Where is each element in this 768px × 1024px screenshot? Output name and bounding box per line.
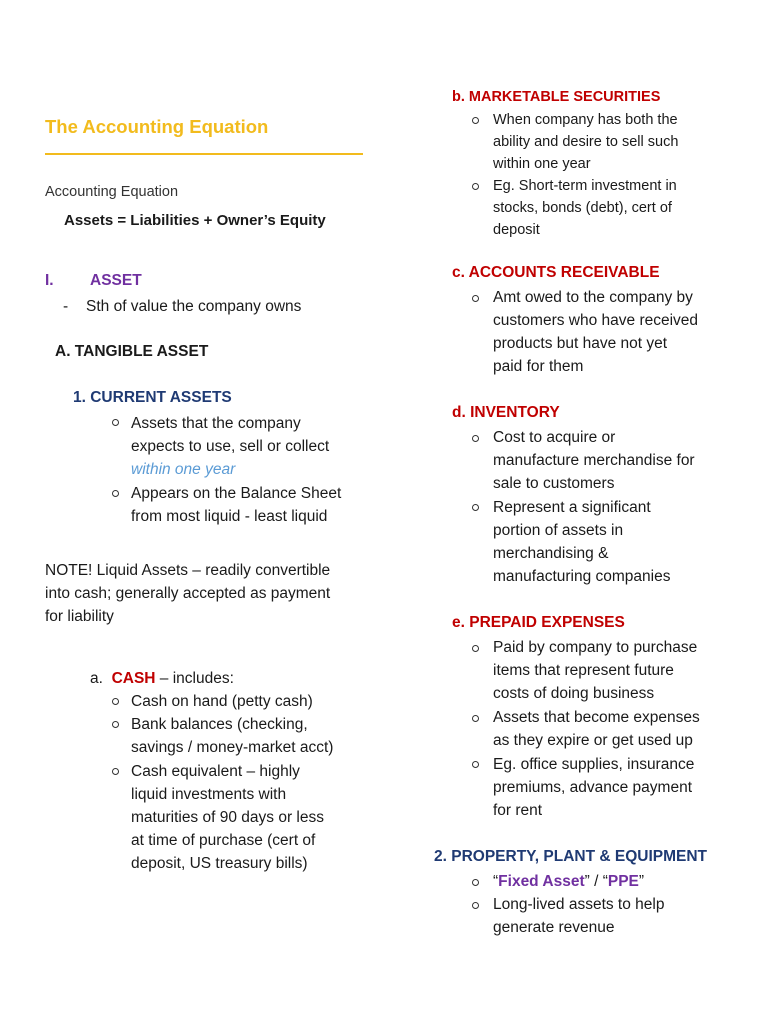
bullet-circle-icon [472,183,479,190]
section-numeral: I. [45,272,54,289]
bullet-circle-icon [112,698,119,705]
equation: Assets = Liabilities + Owner’s Equity [64,212,326,229]
prepaid-bullet-2: Assets that become expenses as they expire or get used up [493,709,700,749]
within-one-year-emphasis: within one year [131,461,236,478]
prepaid-bullet-3: Eg. office supplies, insurance premiums, advance payment for rent [493,756,695,819]
bullet-circle-icon [112,490,119,497]
marketable-bullet-1: When company has both the ability and desire to sell such within one year [493,112,679,172]
bullet-circle-icon [472,504,479,511]
cash-bullet-1: Cash on hand (petty cash) [131,693,313,710]
cash-bullet-3: Cash equivalent – highly liquid investments with maturities of 90 days or less at time of purchase (cert of deposit, US treasury bills) [131,763,324,872]
marketable-securities-heading: b. MARKETABLE SECURITIES [452,89,661,105]
tangible-asset-heading: A. TANGIBLE ASSET [55,343,209,360]
asset-definition: Sth of value the company owns [86,298,302,315]
page-title: The Accounting Equation [45,116,269,137]
current-assets-bullet-1: Assets that the company expects to use, sell or collect within one year [131,412,329,481]
bullet-circle-icon [112,721,119,728]
bullet-circle-icon [472,295,479,302]
bullet-circle-icon [112,768,119,775]
equation-label: Accounting Equation [45,184,179,200]
bullet-circle-icon [472,902,479,909]
fixed-asset-term: Fixed Asset [498,873,585,890]
ppe-bullet-1: “Fixed Asset” / “PPE” [493,873,645,890]
receivable-bullet-1: Amt owed to the company by customers who have received products but have not yet paid for them [493,289,699,375]
ppe-term: PPE [607,873,639,890]
cash-bullet-2: Bank balances (checking, savings / money-market acct) [131,716,334,756]
inventory-bullet-1: Cost to acquire or manufacture merchandise for sale to customers [493,429,695,492]
bullet-circle-icon [472,879,479,886]
bullet-circle-icon [472,761,479,768]
bullet-circle-icon [472,645,479,652]
title-underline [45,153,363,155]
accounts-receivable-heading: c. ACCOUNTS RECEIVABLE [452,264,660,281]
bullet-circle-icon [472,117,479,124]
bullet-circle-icon [112,419,119,426]
prepaid-expenses-heading: e. PREPAID EXPENSES [452,614,625,631]
section-heading-asset: ASSET [90,272,142,289]
marketable-bullet-2: Eg. Short-term investment in stocks, bonds (debt), cert of deposit [493,178,677,238]
inventory-heading: d. INVENTORY [452,404,560,421]
current-assets-heading: 1. CURRENT ASSETS [73,389,232,406]
dash-marker: - [63,298,69,315]
inventory-bullet-2: Represent a significant portion of assets in merchandising & manufacturing companies [493,499,671,585]
prepaid-bullet-1: Paid by company to purchase items that represent future costs of doing business [493,639,698,702]
cash-heading: a. CASH – includes: [90,670,234,687]
bullet-circle-icon [472,435,479,442]
bullet-circle-icon [472,715,479,722]
ppe-heading: 2. PROPERTY, PLANT & EQUIPMENT [434,848,708,865]
note-paragraph: NOTE! Liquid Assets – readily convertible into cash; generally accepted as payment for liability [45,562,331,625]
current-assets-bullet-2: Appears on the Balance Sheet from most liquid - least liquid [131,485,342,525]
ppe-bullet-2: Long-lived assets to help generate revenue [493,896,665,936]
